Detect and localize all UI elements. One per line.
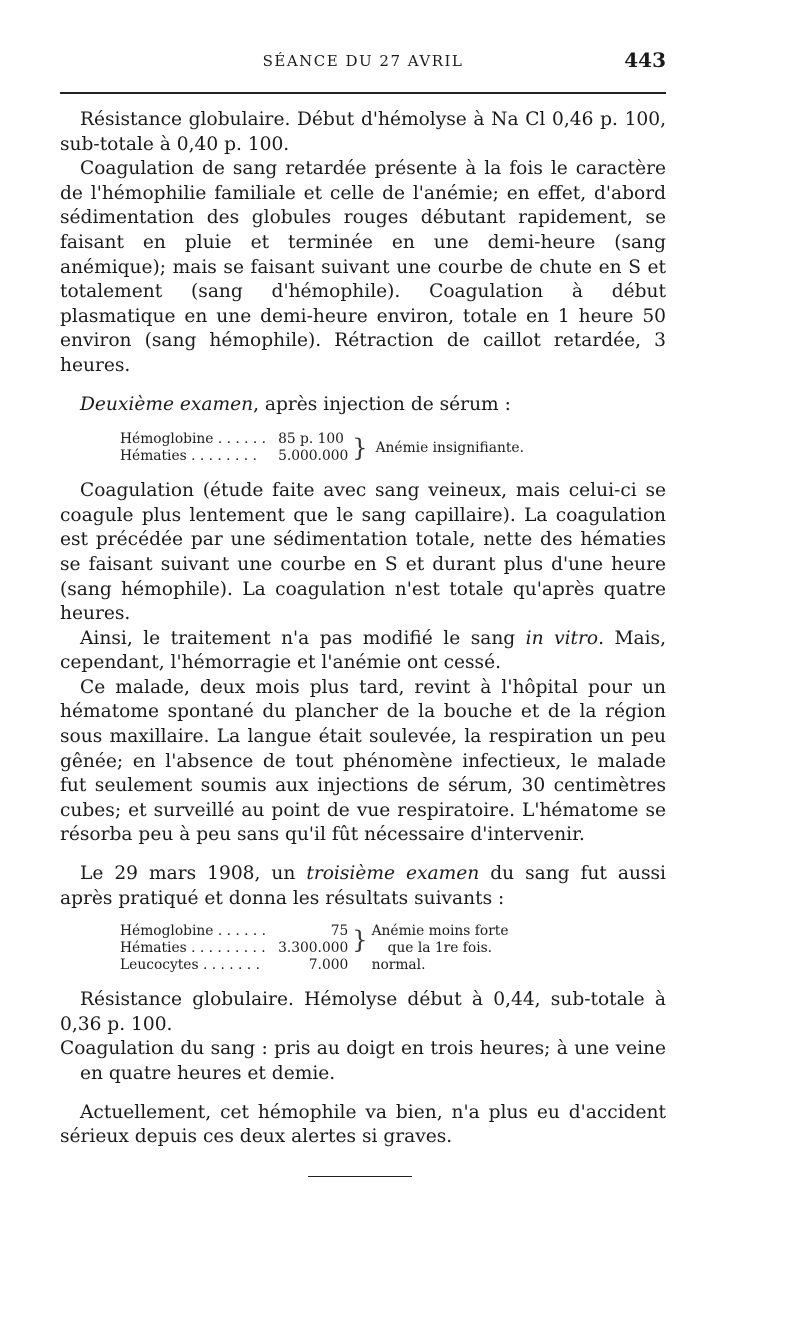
- header-rule: [60, 92, 666, 94]
- table-third-exam: [120, 923, 666, 974]
- table-second-exam: [120, 431, 666, 465]
- body-text: [60, 108, 666, 1150]
- paragraph-resistance: Résistance globulaire. Début d'hémolyse à Na Cl 0,46 p. 100, sub-totale à 0,40 p. 100.: [60, 109, 666, 155]
- brace: }: [352, 434, 368, 463]
- paragraph-second-exam: Deuxième examen, après injection de sérum :: [80, 393, 511, 415]
- table-row: Leucocytes . . . . . . . 7.000 normal.: [120, 957, 426, 974]
- paragraph-treatment: Ainsi, le traitement n'a pas modifié le sang in vitro. Mais, cependant, l'hémorragie et l'anémie ont cessé.: [60, 627, 666, 674]
- paragraph-coagulation-2: Coagulation du sang : pris au doigt en trois heures; à une veine en quatre heures et demie.: [60, 1038, 666, 1084]
- page-header: [60, 48, 666, 80]
- table-row: Hémoglobine . . . . . . 75 } Anémie moins forte: [120, 923, 513, 940]
- paragraph-conclusion: Actuellement, cet hémophile va bien, n'a plus eu d'accident sérieux depuis ces deux alertes si graves.: [60, 1101, 666, 1148]
- brace: }: [352, 926, 368, 955]
- second-exam-title: Deuxième examen: [80, 393, 254, 415]
- table-row: Hémoglobine . . . . . . 85 p. 100 } Anémie insignifiante.: [120, 431, 528, 448]
- paragraph-hematoma: Ce malade, deux mois plus tard, revint à l'hôpital pour un hématome spontané du plancher de la bouche et de la région sous maxillaire. La langue était soulevée, la respiration un peu gênée; en l'absence de tout phénomène infectieux, le malade fut seulement soumis aux injections de sérum, 30 centimètres cubes; et surveillé au point de vue respiratoire. L'hématome se résorba peu à peu sans qu'il fût nécessaire d'intervenir.: [60, 676, 666, 846]
- page-number: 443: [624, 48, 666, 72]
- paragraph-resistance-2: Résistance globulaire. Hémolyse début à 0,44, sub-totale à 0,36 p. 100.: [60, 989, 666, 1035]
- paragraph-coagulation: Coagulation de sang retardée présente à la fois le caractère de l'hémophilie familiale et celle de l'anémie; en effet, d'abord sédimentation des globules rouges débutant rapidement, se faisant en pluie et terminée en une demi-heure (sang anémique); mais se faisant suivant une courbe de chute en S et totalement (sang d'hémophile). Coagulation à début plasmatique en une demi-heure environ, totale en 1 heure 50 environ (sang hémophile). Rétraction de caillot retardée, 3 heures.: [60, 158, 666, 376]
- paragraph-venous: Coagulation (étude faite avec sang veineux, mais celui-ci se coagule plus lentement que le sang capillaire). La coagulation est précédée par une sédimentation totale, nette des hématies se faisant suivant une courbe en S et durant plus d'une heure (sang hémophile). La coagulation n'est totale qu'après quatre heures.: [60, 480, 666, 625]
- paragraph-third-exam: Le 29 mars 1908, un troisième examen du sang fut aussi après pratiqué et donna les résultats suivants :: [60, 863, 667, 909]
- table-row: Hématies . . . . . . . . . 3.300.000 que la 1re fois.: [120, 940, 493, 957]
- table-row: Hématies . . . . . . . . 5.000.000: [120, 448, 349, 465]
- end-rule: [308, 1176, 412, 1177]
- running-head: SÉANCE DU 27 AVRIL: [262, 52, 464, 70]
- table-note: Anémie insignifiante.: [375, 439, 524, 456]
